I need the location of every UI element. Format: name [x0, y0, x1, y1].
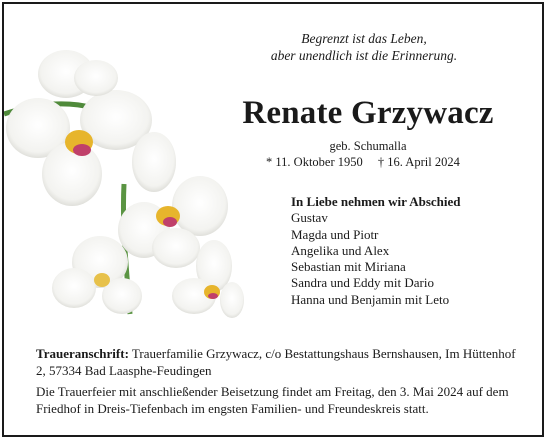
birth-date: * 11. Oktober 1950: [266, 155, 363, 169]
mourner-name: Magda und Piotr: [291, 226, 379, 242]
death-date: † 16. April 2024: [377, 155, 460, 169]
orchid-image: [4, 34, 244, 324]
deceased-name: Renate Grzywacz: [242, 95, 494, 131]
funeral-service-notice: Die Trauerfeier mit anschließender Beisetzung findet am Freitag, den 3. Mai 2024 auf dem Friedhof in Dreis-Tiefenbach im engsten Familien- und Freundeskreis statt.: [36, 384, 509, 416]
memorial-quote: [234, 30, 494, 64]
mourners-heading: In Liebe nehmen wir Abschied: [291, 194, 461, 209]
quote-line-2: aber unendlich ist die Erinnerung.: [270, 48, 458, 63]
life-dates: [266, 155, 476, 170]
condolence-address-text: Trauerfamilie Grzywacz, c/o Bestattungshaus Bernshausen, Im Hüttenhof 2, 57334 Bad Laasphe-Feudingen: [36, 346, 516, 378]
mourner-name: Sandra und Eddy mit Dario: [291, 275, 434, 291]
condolence-address-label: Traueranschrift:: [36, 346, 129, 361]
orchid-flower-1: [6, 50, 152, 206]
condolence-address: [36, 346, 526, 379]
quote-line-1: Begrenzt ist das Leben,: [301, 31, 427, 46]
mourners-list: [291, 194, 461, 308]
mourner-name: Sebastian mit Miriana: [291, 259, 406, 275]
obituary-frame: [2, 2, 544, 437]
mourner-name: Angelika und Alex: [291, 242, 390, 258]
birth-name: geb. Schumalla: [329, 139, 407, 153]
mourner-name: Hanna und Benjamin mit Leto: [291, 291, 450, 307]
mourner-name: Gustav: [291, 210, 328, 226]
